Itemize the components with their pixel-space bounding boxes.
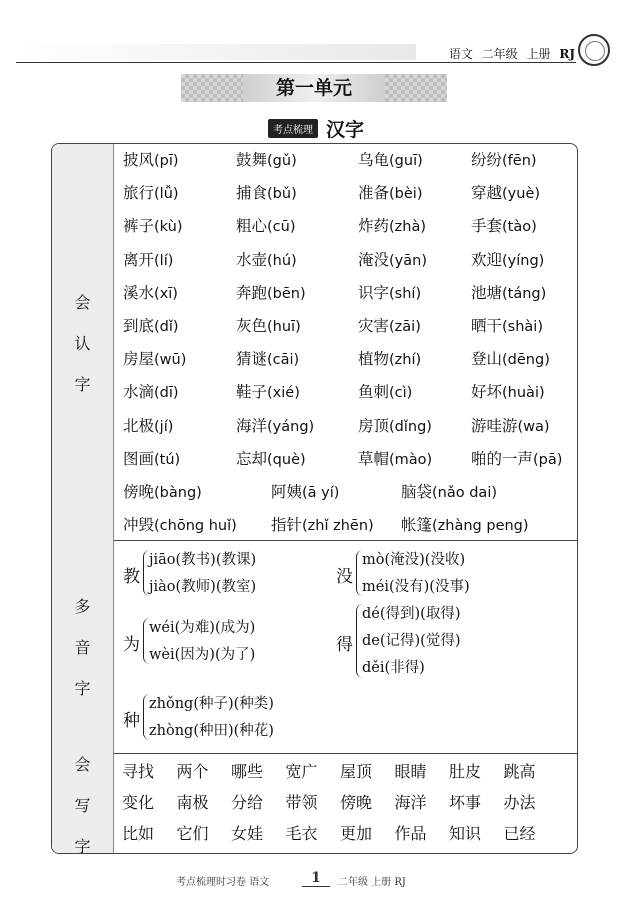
- recognize-word: 纷纷(fēn): [471, 151, 537, 169]
- recognize-word: 房屋(wū): [123, 350, 187, 369]
- write-word: 屋顶: [340, 762, 373, 781]
- write-word: 傍晚: [340, 793, 373, 812]
- write-word: 南极: [176, 793, 209, 812]
- write-word: 寻找: [122, 762, 155, 781]
- recognize-word: 灰色(huī): [236, 317, 301, 335]
- recognize-word: 傍晚(bàng): [123, 483, 202, 501]
- recognize-word: 粗心(cū): [236, 217, 296, 236]
- recognize-word: 旅行(lǚ): [123, 184, 179, 203]
- header-shading: [16, 44, 416, 60]
- recognize-word: 游哇游(wa): [471, 416, 550, 435]
- recognize-section: [52, 144, 577, 541]
- recognize-word: 手套(tào): [471, 217, 537, 236]
- write-word: 哪些: [231, 762, 264, 781]
- write-word: 跳高: [503, 762, 536, 781]
- polyphonic-item: 种 zhǒng(种子)(种类) zhòng(种田)(种花): [123, 696, 274, 739]
- recognize-word: 草帽(mào): [358, 449, 433, 468]
- recognize-word: 帐篷(zhàng peng): [401, 516, 529, 535]
- footer-right: 二年级 上册 RJ: [338, 877, 406, 888]
- recognize-word: 披风(pī): [123, 151, 179, 169]
- recognize-label: 会 认 字: [52, 144, 114, 540]
- write-word: 眼睛: [394, 762, 427, 781]
- footer-left: 考点梳理时习卷 语文: [176, 877, 270, 888]
- polyphonic-label: 多 音 字: [52, 540, 114, 753]
- recognize-word: 淹没(yān): [358, 250, 427, 269]
- write-word: 知识: [449, 824, 482, 843]
- recognize-word: 北极(jí): [123, 416, 174, 435]
- unit-title: 第一单元: [243, 74, 385, 102]
- header-grade: 二年级: [481, 47, 518, 61]
- polyphonic-section: [52, 540, 577, 754]
- recognize-word: 灾害(zāi): [358, 317, 421, 335]
- recognize-word: 水壶(hú): [236, 250, 297, 269]
- publisher-seal-icon: [578, 34, 610, 66]
- recognize-word: 晒干(shài): [471, 317, 543, 335]
- header-info: [444, 45, 575, 62]
- recognize-word: 海洋(yáng): [236, 416, 315, 435]
- recognize-word: 好坏(huài): [471, 383, 545, 402]
- write-section: [52, 753, 577, 854]
- header-edition: RJ: [559, 47, 575, 61]
- polyphonic-item: 教 jiāo(教书)(教课) jiào(教师)(教室): [123, 552, 257, 595]
- write-word: 海洋: [394, 793, 427, 812]
- write-word: 女娃: [231, 824, 264, 843]
- recognize-word: 指针(zhǐ zhēn): [271, 516, 374, 535]
- header-subject: 语文: [448, 47, 473, 61]
- write-word: 更加: [340, 824, 373, 843]
- recognize-word: 忘却(què): [236, 449, 306, 468]
- page-number: 1: [302, 870, 330, 887]
- write-word: 办法: [503, 793, 536, 812]
- recognize-word: 冲毁(chōng huǐ): [123, 516, 237, 535]
- recognize-word: 离开(lí): [123, 250, 174, 269]
- recognize-word: 植物(zhí): [358, 350, 422, 369]
- recognize-word: 猜谜(cāi): [236, 350, 300, 369]
- recognize-word: 鱼刺(cì): [358, 383, 413, 402]
- write-word: 作品: [394, 824, 427, 843]
- recognize-word: 识字(shí): [358, 283, 422, 302]
- recognize-word: 阿姨(ā yí): [271, 483, 340, 501]
- write-word: 已经: [503, 824, 536, 843]
- recognize-word: 溪水(xī): [123, 283, 178, 302]
- section-tag: 考点梳理: [268, 119, 318, 138]
- write-word: 带领: [285, 793, 318, 812]
- character-table: [51, 143, 578, 854]
- recognize-word: 水滴(dī): [123, 383, 179, 402]
- page-footer: [0, 870, 630, 890]
- write-word: 比如: [122, 824, 155, 843]
- recognize-word: 捕食(bǔ): [236, 184, 297, 203]
- recognize-word: 乌龟(guī): [358, 151, 423, 169]
- polyphonic-item: 为 wéi(为难)(成为) wèi(因为)(为了): [123, 620, 256, 663]
- polyphonic-item: 没 mò(淹没)(没收) méi(没有)(没事): [336, 552, 470, 595]
- write-word: 肚皮: [449, 762, 482, 781]
- write-label: 会 写 字: [52, 753, 114, 854]
- header-bar: [0, 42, 630, 64]
- recognize-word: 房顶(dǐng): [358, 416, 432, 435]
- recognize-word: 欢迎(yíng): [471, 250, 545, 269]
- header-volume: 上册: [526, 47, 551, 61]
- recognize-word: 到底(dǐ): [123, 317, 179, 335]
- write-word: 变化: [122, 793, 155, 812]
- write-word: 坏事: [449, 793, 482, 812]
- write-word: 毛衣: [285, 824, 318, 843]
- recognize-word: 脑袋(nǎo dai): [401, 483, 498, 501]
- recognize-word: 图画(tú): [123, 449, 181, 468]
- write-word: 它们: [176, 824, 209, 843]
- recognize-word: 准备(bèi): [358, 184, 423, 203]
- recognize-word: 池塘(táng): [471, 283, 547, 302]
- section-title: 汉字: [326, 118, 365, 141]
- section-heading: [268, 117, 364, 139]
- polyphonic-item: 得 dé(得到)(取得) de(记得)(觉得) děi(非得): [336, 606, 461, 676]
- recognize-word: 奔跑(bēn): [236, 283, 306, 302]
- recognize-word: 登山(dēng): [471, 350, 550, 369]
- recognize-word: 裤子(kù): [123, 217, 183, 236]
- recognize-word: 炸药(zhà): [358, 217, 427, 236]
- recognize-word: 啪的一声(pā): [471, 449, 563, 468]
- write-word: 两个: [176, 762, 209, 781]
- recognize-word: 穿越(yuè): [471, 184, 541, 203]
- recognize-word: 鞋子(xié): [236, 383, 300, 402]
- header-rule: [16, 62, 576, 63]
- write-word: 分给: [231, 793, 264, 812]
- recognize-word: 鼓舞(gǔ): [236, 151, 297, 169]
- write-word: 宽广: [285, 762, 318, 781]
